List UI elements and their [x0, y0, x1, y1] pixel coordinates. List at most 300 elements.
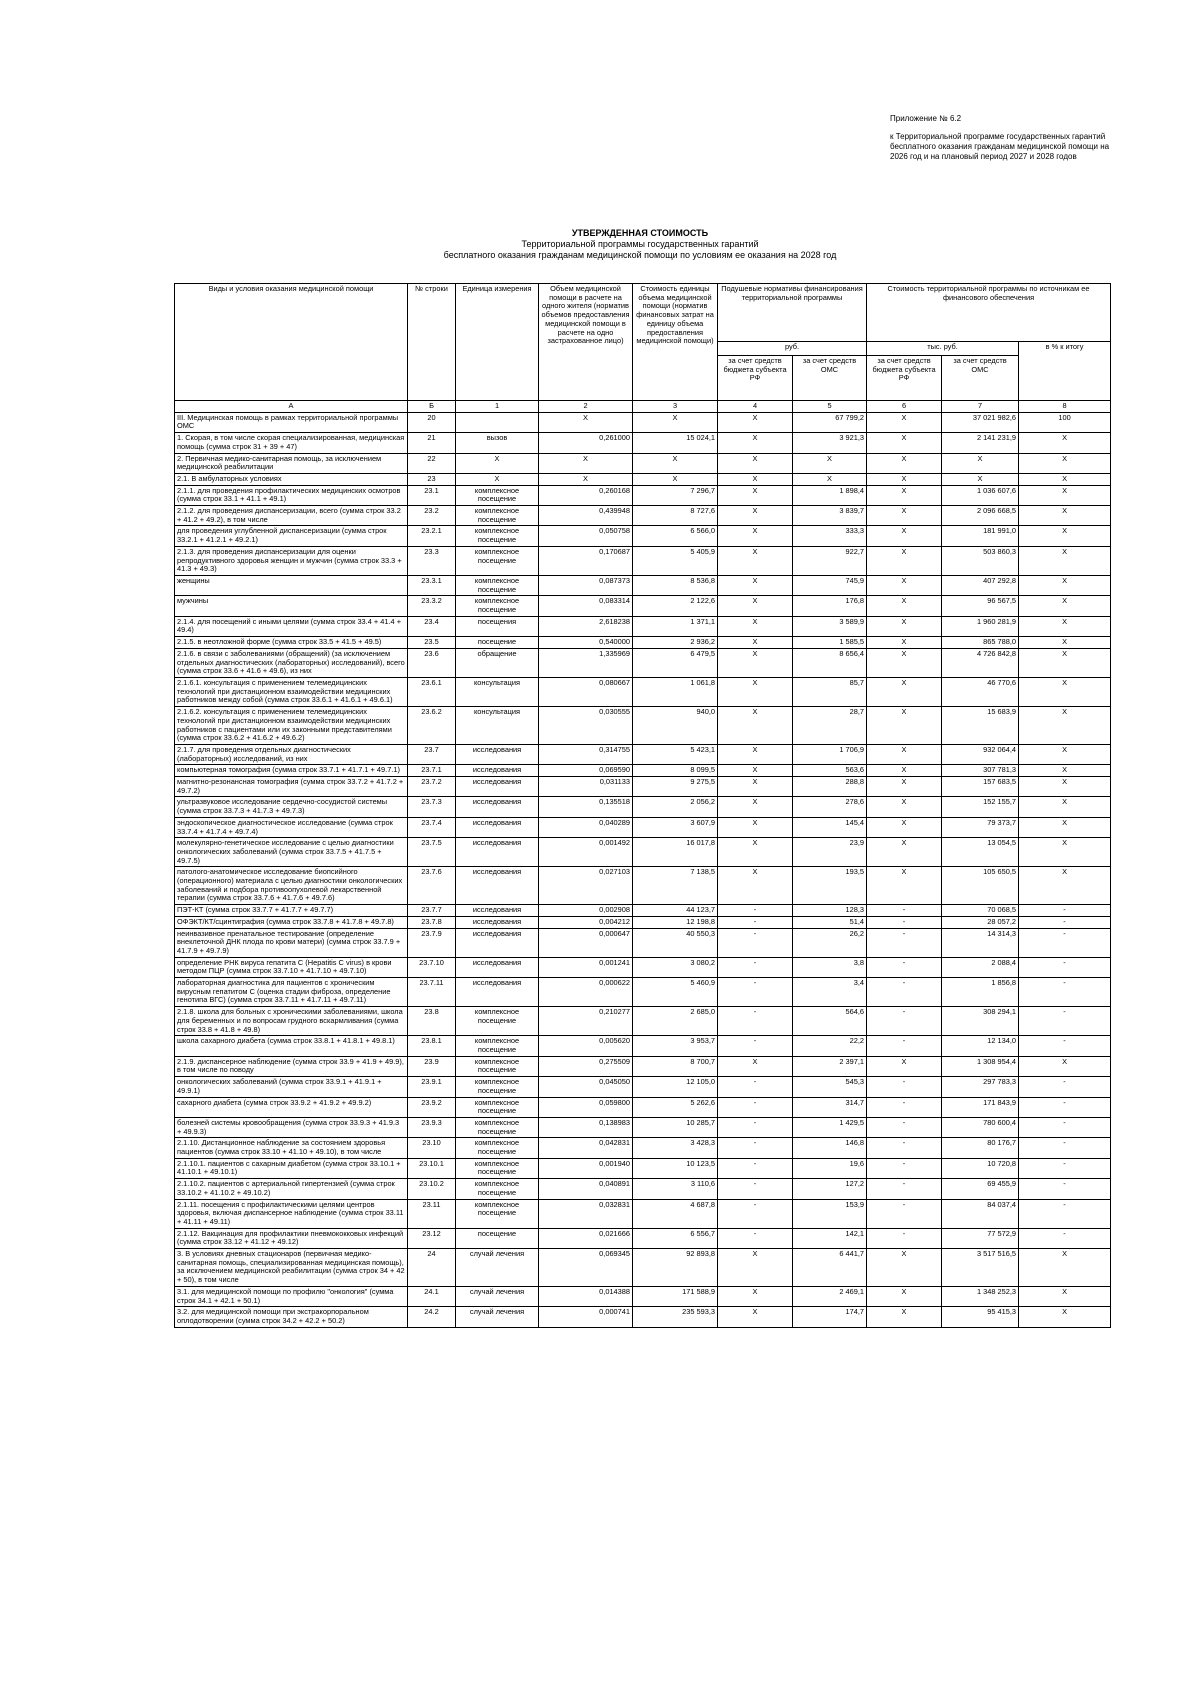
row-oms-thous: 407 292,8 [942, 575, 1019, 595]
row-unit-cost: 7 296,7 [633, 485, 718, 505]
row-budget-rub: X [718, 546, 793, 575]
row-percent: X [1019, 1056, 1111, 1076]
row-budget-rub: - [718, 978, 793, 1007]
table-row [175, 765, 1111, 777]
header-per-capita-norms: Подушевые нормативы финансирования территориальной программы [718, 284, 867, 342]
row-budget-rub: X [718, 596, 793, 616]
table-row [175, 433, 1111, 453]
row-oms-rub: 67 799,2 [793, 412, 867, 432]
row-number: 20 [408, 412, 456, 432]
row-oms-thous: 15 683,9 [942, 707, 1019, 745]
row-volume: 0,210277 [539, 1007, 633, 1036]
row-number: 24.2 [408, 1307, 456, 1327]
table-row [175, 1077, 1111, 1097]
row-unit: исследования [456, 765, 539, 777]
row-unit: консультация [456, 707, 539, 745]
row-volume: 0,260168 [539, 485, 633, 505]
row-budget-thous: - [867, 1117, 942, 1137]
row-volume: 0,083314 [539, 596, 633, 616]
row-budget-rub: - [718, 1138, 793, 1158]
row-oms-rub: 3 589,9 [793, 616, 867, 636]
header-row-no: № строки [408, 284, 456, 401]
row-volume: 0,021666 [539, 1228, 633, 1248]
row-name: неинвазивное пренатальное тестирование (определение внеклеточной ДНК плода по крови матери) (сумма строк 33.7.9 + 41.7.9 + 49.7.9) [175, 928, 408, 957]
row-number: 23.10.2 [408, 1179, 456, 1199]
row-name: сахарного диабета (сумма строк 33.9.2 + 41.9.2 + 49.9.2) [175, 1097, 408, 1117]
row-volume: 0,138983 [539, 1117, 633, 1137]
table-row [175, 546, 1111, 575]
row-volume: 0,005620 [539, 1036, 633, 1056]
row-unit: случай лечения [456, 1307, 539, 1327]
row-unit-cost: 8 536,8 [633, 575, 718, 595]
row-volume: 0,314755 [539, 744, 633, 764]
row-percent: - [1019, 1179, 1111, 1199]
row-number: 23.7 [408, 744, 456, 764]
row-name: 2.1.10.1. пациентов с сахарным диабетом (сумма строк 33.10.1 + 41.10.1 + 49.10.1) [175, 1158, 408, 1178]
row-budget-thous: X [867, 506, 942, 526]
row-percent: X [1019, 707, 1111, 745]
col-number: 8 [1019, 401, 1111, 413]
row-volume: X [539, 453, 633, 473]
row-unit-cost: 2 685,0 [633, 1007, 718, 1036]
row-budget-rub: X [718, 817, 793, 837]
row-oms-rub: 1 706,9 [793, 744, 867, 764]
row-unit: посещение [456, 637, 539, 649]
row-number: 23.7.1 [408, 765, 456, 777]
row-number: 24 [408, 1249, 456, 1287]
row-unit: случай лечения [456, 1286, 539, 1306]
row-oms-thous: 96 567,5 [942, 596, 1019, 616]
row-number: 24.1 [408, 1286, 456, 1306]
row-number: 23.7.9 [408, 928, 456, 957]
row-volume: 0,540000 [539, 637, 633, 649]
row-budget-thous: - [867, 1228, 942, 1248]
row-unit-cost: 5 405,9 [633, 546, 718, 575]
row-number: 23.7.3 [408, 797, 456, 817]
row-percent: X [1019, 677, 1111, 706]
row-number: 23.7.4 [408, 817, 456, 837]
row-oms-thous: 297 783,3 [942, 1077, 1019, 1097]
row-number: 23.7.11 [408, 978, 456, 1007]
row-unit: комплексное посещение [456, 1138, 539, 1158]
row-budget-rub: X [718, 1056, 793, 1076]
header-thous-rub: тыс. руб. [867, 342, 1019, 356]
row-oms-thous: 79 373,7 [942, 817, 1019, 837]
row-name: магнитно-резонансная томография (сумма строк 33.7.2 + 41.7.2 + 49.7.2) [175, 777, 408, 797]
row-oms-rub: 153,9 [793, 1199, 867, 1228]
row-volume: 0,014388 [539, 1286, 633, 1306]
row-oms-rub: 176,8 [793, 596, 867, 616]
row-oms-thous: 3 517 516,5 [942, 1249, 1019, 1287]
row-volume: 0,031133 [539, 777, 633, 797]
row-number: 23.3 [408, 546, 456, 575]
row-name: компьютерная томография (сумма строк 33.7.1 + 41.7.1 + 49.7.1) [175, 765, 408, 777]
row-unit: комплексное посещение [456, 1117, 539, 1137]
row-oms-thous: 12 134,0 [942, 1036, 1019, 1056]
row-name: 2.1.9. диспансерное наблюдение (сумма строк 33.9 + 41.9 + 49.9), в том числе по поводу [175, 1056, 408, 1076]
table-row [175, 978, 1111, 1007]
row-percent: X [1019, 838, 1111, 867]
row-number: 22 [408, 453, 456, 473]
row-number: 23.9 [408, 1056, 456, 1076]
row-percent: - [1019, 1117, 1111, 1137]
row-oms-rub: 128,3 [793, 905, 867, 917]
row-name: ультразвуковое исследование сердечно-сосудистой системы (сумма строк 33.7.3 + 41.7.3 + 49.7.3) [175, 797, 408, 817]
row-number: 23.11 [408, 1199, 456, 1228]
row-budget-thous: X [867, 596, 942, 616]
row-budget-rub: - [718, 1179, 793, 1199]
table-row [175, 707, 1111, 745]
row-volume: 0,001241 [539, 957, 633, 977]
header-percent: в % к итогу [1019, 342, 1111, 401]
col-number: 1 [456, 401, 539, 413]
header-program-cost: Стоимость территориальной программы по источникам ее финансового обеспечения [867, 284, 1111, 342]
row-oms-thous: 503 860,3 [942, 546, 1019, 575]
row-oms-thous: 152 155,7 [942, 797, 1019, 817]
row-percent: X [1019, 526, 1111, 546]
row-unit-cost: 16 017,8 [633, 838, 718, 867]
table-row [175, 1007, 1111, 1036]
row-volume: 0,087373 [539, 575, 633, 595]
row-number: 23.9.1 [408, 1077, 456, 1097]
row-unit-cost: 3 428,3 [633, 1138, 718, 1158]
row-percent: - [1019, 1007, 1111, 1036]
row-oms-thous: 865 788,0 [942, 637, 1019, 649]
row-unit-cost: 3 080,2 [633, 957, 718, 977]
row-unit: исследования [456, 957, 539, 977]
row-name: для проведения углубленной диспансеризации (сумма строк 33.2.1 + 41.2.1 + 49.2.1) [175, 526, 408, 546]
row-budget-thous: - [867, 1077, 942, 1097]
row-unit: комплексное посещение [456, 526, 539, 546]
row-oms-rub: 8 656,4 [793, 648, 867, 677]
row-oms-thous: 932 064,4 [942, 744, 1019, 764]
row-unit-cost: 171 588,9 [633, 1286, 718, 1306]
row-budget-thous: - [867, 978, 942, 1007]
row-name: 2.1. В амбулаторных условиях [175, 473, 408, 485]
row-volume: 0,135518 [539, 797, 633, 817]
row-budget-thous: - [867, 916, 942, 928]
row-budget-thous: X [867, 867, 942, 905]
title-line-2: Территориальной программы государственных гарантий [521, 239, 759, 249]
table-row [175, 838, 1111, 867]
col-number: 7 [942, 401, 1019, 413]
row-budget-rub: X [718, 506, 793, 526]
row-budget-rub: X [718, 744, 793, 764]
table-row [175, 1138, 1111, 1158]
row-budget-thous: X [867, 412, 942, 432]
col-number: 6 [867, 401, 942, 413]
row-volume: 0,002908 [539, 905, 633, 917]
row-volume: X [539, 473, 633, 485]
row-oms-rub: 745,9 [793, 575, 867, 595]
row-name: 2.1.1. для проведения профилактических медицинских осмотров (сумма строк 33.1 + 41.1 + 49.1) [175, 485, 408, 505]
row-unit: комплексное посещение [456, 546, 539, 575]
row-volume: 0,069345 [539, 1249, 633, 1287]
row-budget-thous: - [867, 1097, 942, 1117]
row-volume: 0,027103 [539, 867, 633, 905]
row-percent: X [1019, 453, 1111, 473]
col-number: 5 [793, 401, 867, 413]
table-row [175, 1036, 1111, 1056]
appendix-block [890, 114, 1110, 162]
row-unit-cost: 92 893,8 [633, 1249, 718, 1287]
row-number: 23.7.10 [408, 957, 456, 977]
row-unit: исследования [456, 817, 539, 837]
row-oms-rub: 3,8 [793, 957, 867, 977]
row-number: 23 [408, 473, 456, 485]
row-name: 2.1.11. посещения с профилактическими целями центров здоровья, включая диспансерное наблюдение (сумма строк 33.11 + 41.11 + 49.11) [175, 1199, 408, 1228]
row-volume: 0,040891 [539, 1179, 633, 1199]
row-oms-thous: 1 348 252,3 [942, 1286, 1019, 1306]
row-budget-thous: - [867, 1138, 942, 1158]
table-row [175, 777, 1111, 797]
row-unit-cost: 7 138,5 [633, 867, 718, 905]
cost-table [174, 283, 1111, 1328]
row-oms-thous: 181 991,0 [942, 526, 1019, 546]
row-name: школа сахарного диабета (сумма строк 33.8.1 + 41.8.1 + 49.8.1) [175, 1036, 408, 1056]
row-oms-rub: 23,9 [793, 838, 867, 867]
row-budget-thous: X [867, 526, 942, 546]
row-oms-rub: 26,2 [793, 928, 867, 957]
row-number: 23.7.7 [408, 905, 456, 917]
row-budget-rub: X [718, 412, 793, 432]
row-number: 23.9.3 [408, 1117, 456, 1137]
row-budget-thous: X [867, 707, 942, 745]
row-oms-thous: 2 096 668,5 [942, 506, 1019, 526]
header-kind: Виды и условия оказания медицинской помощи [175, 284, 408, 401]
row-name: 2.1.6. в связи с заболеваниями (обращений) (за исключением отдельных диагностических (лабораторных) исследований), всего (сумма строк 33.6 + 41.6 + 49.6), из них [175, 648, 408, 677]
row-budget-rub: - [718, 1158, 793, 1178]
row-name: 2.1.3. для проведения диспансеризации для оценки репродуктивного здоровья женщин и мужчин (сумма строк 33.3 + 41.3 + 49.3) [175, 546, 408, 575]
row-volume: 0,042831 [539, 1138, 633, 1158]
row-budget-rub: X [718, 473, 793, 485]
row-name: 2.1.12. Вакцинация для профилактики пневмококковых инфекций (сумма строк 33.12 + 41.12 + 49.12) [175, 1228, 408, 1248]
row-percent: - [1019, 1036, 1111, 1056]
title-line-1: УТВЕРЖДЕННАЯ СТОИМОСТЬ [571, 228, 709, 238]
row-number: 23.5 [408, 637, 456, 649]
row-percent: X [1019, 1249, 1111, 1287]
row-oms-rub: 85,7 [793, 677, 867, 706]
header-cost: Стоимость единицы объема медицинской помощи (норматив финансовых затрат на единицу объема предоставления медицинской помощи) [633, 284, 718, 401]
row-volume: 1,335969 [539, 648, 633, 677]
col-number: 4 [718, 401, 793, 413]
row-oms-thous: 37 021 982,6 [942, 412, 1019, 432]
table-row [175, 1228, 1111, 1248]
row-oms-thous: 1 036 607,6 [942, 485, 1019, 505]
row-name: женщины [175, 575, 408, 595]
header-oms-rub: за счет средств ОМС [793, 356, 867, 401]
table-row [175, 596, 1111, 616]
table-row [175, 1307, 1111, 1327]
row-name: 2. Первичная медико-санитарная помощь, за исключением медицинской реабилитации [175, 453, 408, 473]
table-row [175, 526, 1111, 546]
row-percent: X [1019, 797, 1111, 817]
row-name: эндоскопическое диагностическое исследование (сумма строк 33.7.4 + 41.7.4 + 49.7.4) [175, 817, 408, 837]
row-percent: - [1019, 916, 1111, 928]
row-budget-rub: X [718, 838, 793, 867]
table-row [175, 744, 1111, 764]
row-name: 2.1.7. для проведения отдельных диагностических (лабораторных) исследований, из них [175, 744, 408, 764]
row-unit: комплексное посещение [456, 596, 539, 616]
col-number: 3 [633, 401, 718, 413]
row-percent: - [1019, 1077, 1111, 1097]
row-budget-rub: X [718, 1286, 793, 1306]
row-budget-thous: X [867, 797, 942, 817]
row-name: ОФЭКТ/КТ/сцинтиграфия (сумма строк 33.7.8 + 41.7.8 + 49.7.8) [175, 916, 408, 928]
row-percent: X [1019, 744, 1111, 764]
row-budget-rub: - [718, 1007, 793, 1036]
row-unit-cost: 40 550,3 [633, 928, 718, 957]
row-oms-rub: 145,4 [793, 817, 867, 837]
row-volume: X [539, 412, 633, 432]
row-unit: комплексное посещение [456, 1007, 539, 1036]
row-oms-thous: 157 683,5 [942, 777, 1019, 797]
row-name: 2.1.5. в неотложной форме (сумма строк 33.5 + 41.5 + 49.5) [175, 637, 408, 649]
row-oms-rub: X [793, 453, 867, 473]
row-name: мужчины [175, 596, 408, 616]
row-oms-thous: 4 726 842,8 [942, 648, 1019, 677]
header-volume: Объем медицинской помощи в расчете на одного жителя (норматив объемов предоставления медицинской помощи в расчете на одно застрахованное лицо) [539, 284, 633, 401]
row-percent: - [1019, 957, 1111, 977]
row-volume: 0,059800 [539, 1097, 633, 1117]
row-unit: X [456, 473, 539, 485]
row-unit: комплексное посещение [456, 1056, 539, 1076]
row-budget-thous: X [867, 473, 942, 485]
table-row [175, 506, 1111, 526]
row-oms-rub: 22,2 [793, 1036, 867, 1056]
row-number: 23.3.2 [408, 596, 456, 616]
row-percent: X [1019, 637, 1111, 649]
row-budget-rub: - [718, 1228, 793, 1248]
row-budget-rub: - [718, 1199, 793, 1228]
row-budget-rub: X [718, 526, 793, 546]
row-percent: - [1019, 1158, 1111, 1178]
row-name: 3. В условиях дневных стационаров (первичная медико-санитарная помощь, специализированная медицинская помощь), за исключением медицинской реабилитации (сумма строк 34 + 42 + 50), в том числе [175, 1249, 408, 1287]
row-volume: 0,000741 [539, 1307, 633, 1327]
row-budget-rub: X [718, 485, 793, 505]
row-budget-thous: - [867, 1199, 942, 1228]
row-unit-cost: 3 607,9 [633, 817, 718, 837]
row-oms-thous: 2 088,4 [942, 957, 1019, 977]
row-oms-rub: 545,3 [793, 1077, 867, 1097]
col-number: Б [408, 401, 456, 413]
row-unit-cost: 2 056,2 [633, 797, 718, 817]
row-number: 23.7.2 [408, 777, 456, 797]
table-row [175, 905, 1111, 917]
row-unit-cost: 9 275,5 [633, 777, 718, 797]
row-oms-thous: X [942, 453, 1019, 473]
row-unit-cost: 2 122,6 [633, 596, 718, 616]
row-unit: исследования [456, 797, 539, 817]
row-unit: комплексное посещение [456, 485, 539, 505]
row-budget-thous: X [867, 817, 942, 837]
row-volume: 0,261000 [539, 433, 633, 453]
row-oms-rub: 127,2 [793, 1179, 867, 1199]
row-percent: X [1019, 546, 1111, 575]
row-unit: посещения [456, 616, 539, 636]
row-name: 3.1. для медицинской помощи по профилю "онкология" (сумма строк 34.1 + 42.1 + 50.1) [175, 1286, 408, 1306]
row-unit: комплексное посещение [456, 1158, 539, 1178]
row-unit-cost: 5 262,6 [633, 1097, 718, 1117]
row-oms-rub: 333,3 [793, 526, 867, 546]
row-unit: комплексное посещение [456, 575, 539, 595]
row-oms-thous: 307 781,3 [942, 765, 1019, 777]
row-unit: вызов [456, 433, 539, 453]
row-number: 23.8 [408, 1007, 456, 1036]
row-oms-thous: 77 572,9 [942, 1228, 1019, 1248]
row-unit-cost: 15 024,1 [633, 433, 718, 453]
row-oms-rub: 3 839,7 [793, 506, 867, 526]
row-oms-thous: 95 415,3 [942, 1307, 1019, 1327]
row-number: 23.3.1 [408, 575, 456, 595]
row-unit: исследования [456, 867, 539, 905]
table-row [175, 1158, 1111, 1178]
row-volume: 0,030555 [539, 707, 633, 745]
row-budget-rub: X [718, 677, 793, 706]
row-oms-rub: 288,8 [793, 777, 867, 797]
row-budget-thous: - [867, 1036, 942, 1056]
table-row [175, 1117, 1111, 1137]
header-oms-thous: за счет средств ОМС [942, 356, 1019, 401]
row-oms-rub: 314,7 [793, 1097, 867, 1117]
row-oms-rub: X [793, 473, 867, 485]
row-volume: 0,439948 [539, 506, 633, 526]
row-budget-thous: X [867, 1056, 942, 1076]
row-unit: исследования [456, 744, 539, 764]
row-budget-thous: X [867, 1249, 942, 1287]
row-unit: консультация [456, 677, 539, 706]
row-budget-thous: X [867, 637, 942, 649]
row-percent: X [1019, 817, 1111, 837]
table-row [175, 453, 1111, 473]
row-volume: 0,170687 [539, 546, 633, 575]
row-volume: 0,000647 [539, 928, 633, 957]
row-unit-cost: 3 953,7 [633, 1036, 718, 1056]
row-unit-cost: 940,0 [633, 707, 718, 745]
table-row [175, 1286, 1111, 1306]
row-oms-rub: 174,7 [793, 1307, 867, 1327]
row-unit: X [456, 453, 539, 473]
row-oms-thous: 69 455,9 [942, 1179, 1019, 1199]
row-budget-thous: X [867, 1307, 942, 1327]
row-percent: X [1019, 473, 1111, 485]
row-oms-thous: 1 856,8 [942, 978, 1019, 1007]
row-volume: 0,032831 [539, 1199, 633, 1228]
row-budget-rub: - [718, 928, 793, 957]
row-name: 2.1.10. Дистанционное наблюдение за состоянием здоровья пациентов (сумма строк 33.10 + 41.10 + 49.10), в том числе [175, 1138, 408, 1158]
row-unit: исследования [456, 928, 539, 957]
row-unit-cost: 8 099,5 [633, 765, 718, 777]
row-unit: посещение [456, 1228, 539, 1248]
header-rub: руб. [718, 342, 867, 356]
row-oms-thous: 105 650,5 [942, 867, 1019, 905]
row-budget-rub: X [718, 453, 793, 473]
row-name: ПЭТ-КТ (сумма строк 33.7.7 + 41.7.7 + 49.7.7) [175, 905, 408, 917]
row-name: болезней системы кровообращения (сумма строк 33.9.3 + 41.9.3 + 49.9.3) [175, 1117, 408, 1137]
row-name: 2.1.6.2. консультация с применением телемедицинских технологий при дистанционном взаимодействии медицинских работников с пациентами или их законными представителями (сумма строк 33.6.2 + 41.6.2 + 49.6.2) [175, 707, 408, 745]
row-number: 23.2.1 [408, 526, 456, 546]
row-budget-thous: X [867, 744, 942, 764]
row-budget-thous: - [867, 928, 942, 957]
row-oms-thous: X [942, 473, 1019, 485]
row-oms-rub: 51,4 [793, 916, 867, 928]
row-budget-rub: - [718, 905, 793, 917]
row-unit: комплексное посещение [456, 506, 539, 526]
row-number: 23.10 [408, 1138, 456, 1158]
appendix-number: Приложение № 6.2 [890, 114, 962, 123]
header-budget-rub: за счет средств бюджета субъекта РФ [718, 356, 793, 401]
row-oms-thous: 1 960 281,9 [942, 616, 1019, 636]
